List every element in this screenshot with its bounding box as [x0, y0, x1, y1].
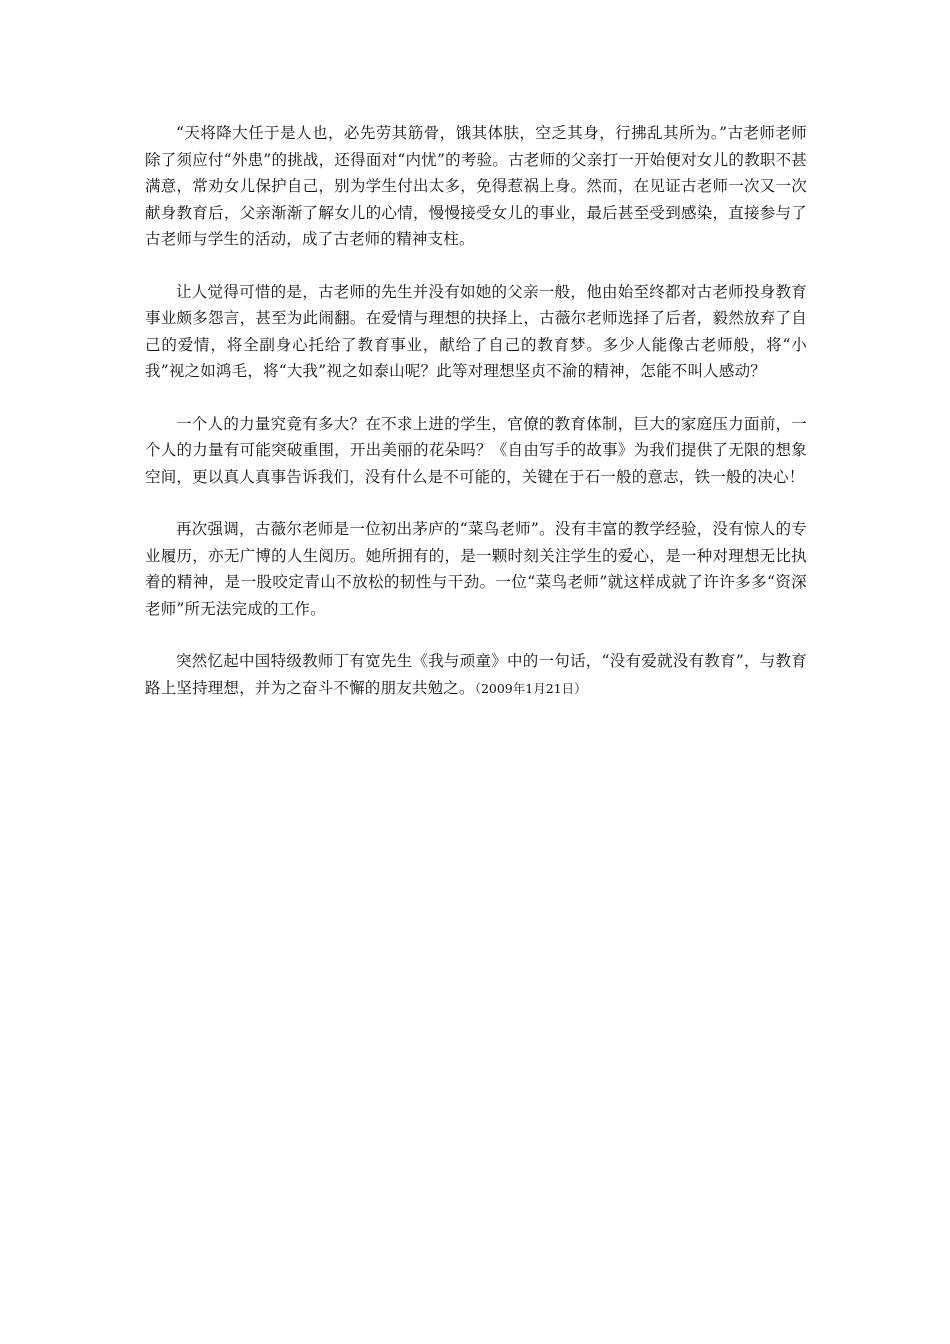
paragraph-5: [145, 648, 807, 702]
paragraph-4: 再次强调，古薇尔老师是一位初出茅庐的“菜鸟老师”。没有丰富的教学经验，没有惊人的专业履历，亦无广博的人生阅历。她所拥有的，是一颗时刻关注学生的爱心，是一种对理想无比执着的精神，是一股咬定青山不放松的韧性与干劲。一位“菜鸟老师”就这样成就了许许多多“资深老师”所无法完成的工作。: [145, 520, 807, 618]
paragraph-3: 一个人的力量究竟有多大？在不求上进的学生，官僚的教育体制，巨大的家庭压力面前，一个人的力量有可能突破重围，开出美丽的花朵吗？《自由写手的故事》为我们提供了无限的想象空间，更以真人真事告诉我们，没有什么是不可能的，关键在于石一般的意志，铁一般的决心！: [145, 414, 807, 486]
document-body: [145, 120, 807, 728]
paragraph-1: “天将降大任于是人也，必先劳其筋骨，饿其体肤，空乏其身，行拂乱其所为。”古老师老师除了须应付“外患”的挑战，还得面对“内忧”的考验。古老师的父亲打一开始便对女儿的教职不甚满意，常劝女儿保护自己，别为学生付出太多，免得惹祸上身。然而，在见证古老师一次又一次献身教育后，父亲渐渐了解女儿的心情，慢慢接受女儿的事业，最后甚至受到感染，直接参与了古老师与学生的活动，成了古老师的精神支柱。: [145, 124, 807, 248]
paragraph-5-text: 突然忆起中国特级教师丁有宽先生《我与顽童》中的一句话，“没有爱就没有教育”，与教育路上坚持理想，并为之奋斗不懈的朋友共勉之。: [145, 652, 807, 697]
paragraph-2: 让人觉得可惜的是，古老师的先生并没有如她的父亲一般，他由始至终都对古老师投身教育事业颇多怨言，甚至为此闹翻。在爱情与理想的抉择上，古薇尔老师选择了后者，毅然放弃了自己的爱情，将全副身心托给了教育事业，献给了自己的教育梦。多少人能像古老师般，将“小我”视之如鸿毛，将“大我”视之如泰山呢？此等对理想坚贞不渝的精神，怎能不叫人感动？: [145, 282, 807, 380]
date-note: （2009年1月21日）: [474, 680, 587, 696]
